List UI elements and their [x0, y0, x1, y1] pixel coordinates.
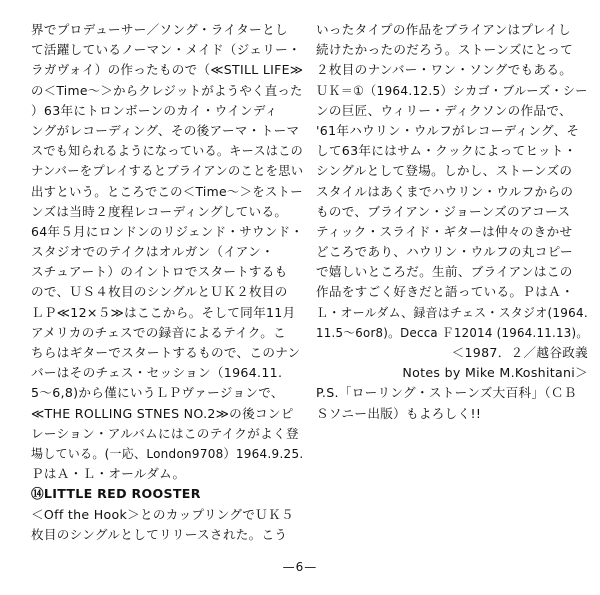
text-line: 11.5～6or8)。Decca Ｆ12014 (1964.11.13)。 — [316, 324, 589, 340]
right-column — [316, 20, 588, 424]
text-line: 続けたかったのだろう。ストーンズにとって — [316, 42, 573, 58]
author-credit: Notes by Mike M.Koshitani＞ — [402, 365, 588, 381]
text-line: ２枚目のナンバー・ワン・ソングでもある。 — [316, 62, 573, 78]
text-line: ≪THE ROLLING STNES NO.2≫の後コンピ — [31, 405, 294, 421]
text-line: いったタイプの作品をブライアンはプレイし — [316, 22, 571, 37]
text-line: どころであり、ハウリン・ウルフの丸コピー — [316, 244, 573, 260]
text-line: ＬＰ≪12×５≫はここから。そして同年11月 — [31, 304, 296, 320]
text-line: 出すという。ところでこの＜Time～＞をストー — [31, 183, 303, 199]
text-line: ）63年にトロンボーンのカイ・ウインディ — [31, 102, 278, 118]
text-line: レーション・アルバムにはこのテイクがよく登 — [31, 425, 299, 441]
text-line: スでも知られるようになっている。キースはこの — [31, 143, 304, 159]
text-line: もので、ブライアン・ジョーンズのアコース — [316, 203, 571, 219]
text-line: ングがレコーディング、その後アーマ・トーマ — [31, 122, 300, 138]
text-line: 作品をすごく好きだと語っている。ＰはＡ・ — [316, 284, 574, 300]
text-line: ちらはギターでスタートするもので、このナン — [31, 345, 301, 360]
song-heading: ⑭LITTLE RED ROOSTER — [31, 486, 201, 502]
text-line: して63年にはサム・クックによってヒット・ — [316, 143, 577, 159]
text-line: で嬉しいところだ。生前、ブライアンはこの — [316, 264, 573, 280]
text-line: バーはそのチェス・セッション（1964.11. — [31, 365, 283, 381]
postscript-line: Ｓソニー出版）もよろしく!! — [316, 405, 482, 421]
text-line: ＵＫ＝①（1964.12.5）シカゴ・ブルーズ・シー — [316, 82, 588, 98]
text-line: ので、ＵＳ４枚目のシングルとＵＫ２枚目の — [31, 284, 288, 300]
text-line: スタイルはあくまでハウリン・ウルフからの — [316, 183, 574, 199]
postscript-line: P.S.「ローリング・ストーンズ大百科」（ＣＢ — [316, 385, 577, 401]
text-line: スタジオでのテイクはオルガン（イアン・ — [31, 244, 274, 260]
text-line: Ｌ・オールダム、録音はチェス・スタジオ(1964. — [316, 304, 588, 320]
page-number: —6— — [282, 560, 318, 574]
text-line: ンズは当時２度程レコーディングしている。 — [31, 203, 288, 219]
text-line: ティック・スライド・ギターは仲々のきかせ — [316, 223, 573, 239]
text-line: て活躍しているノーマン・メイド（ジェリー・ — [31, 42, 301, 58]
left-column — [31, 20, 303, 545]
text-line: ＜Off the Hook＞とのカップリングでＵＫ５ — [31, 506, 294, 522]
text-line: 界でプロデューサー／ソング・ライターとし — [31, 22, 288, 37]
text-line: 場している。(一応、London9708）1964.9.25. — [31, 445, 304, 461]
text-line: の＜Time～＞からクレジットがようやく直った — [31, 82, 303, 98]
text-line: '61年ハウリン・ウルフがレコーディング、そ — [316, 122, 580, 138]
text-line: 5～6,8)から僅にいうＬＰヴァージョンで、 — [31, 385, 284, 401]
text-line: 64年５月にロンドンのリジェンド・サウンド・ — [31, 223, 304, 239]
text-line: ナンバーをプレイするとブライアンのことを思い — [31, 163, 304, 179]
text-line: アメリカのチェスでの録音によるテイク。こ — [31, 324, 286, 340]
text-line: スチュアート）のイントロでスタートするも — [31, 264, 288, 280]
text-line: シングルとして登場。しかし、ストーンズの — [316, 163, 573, 179]
text-line: ラガヴォイ）の作ったもので（≪STILL LIFE≫ — [31, 62, 304, 78]
text-line: ンの巨匠、ウィリー・ディクソンの作品で、 — [316, 102, 572, 118]
text-line: ＰはＡ・Ｌ・オールダム。 — [31, 466, 186, 482]
date-credit: ＜1987．２／越谷政義 — [451, 345, 588, 360]
text-line: 枚目のシングルとしてリリースされた。こう — [31, 526, 288, 542]
